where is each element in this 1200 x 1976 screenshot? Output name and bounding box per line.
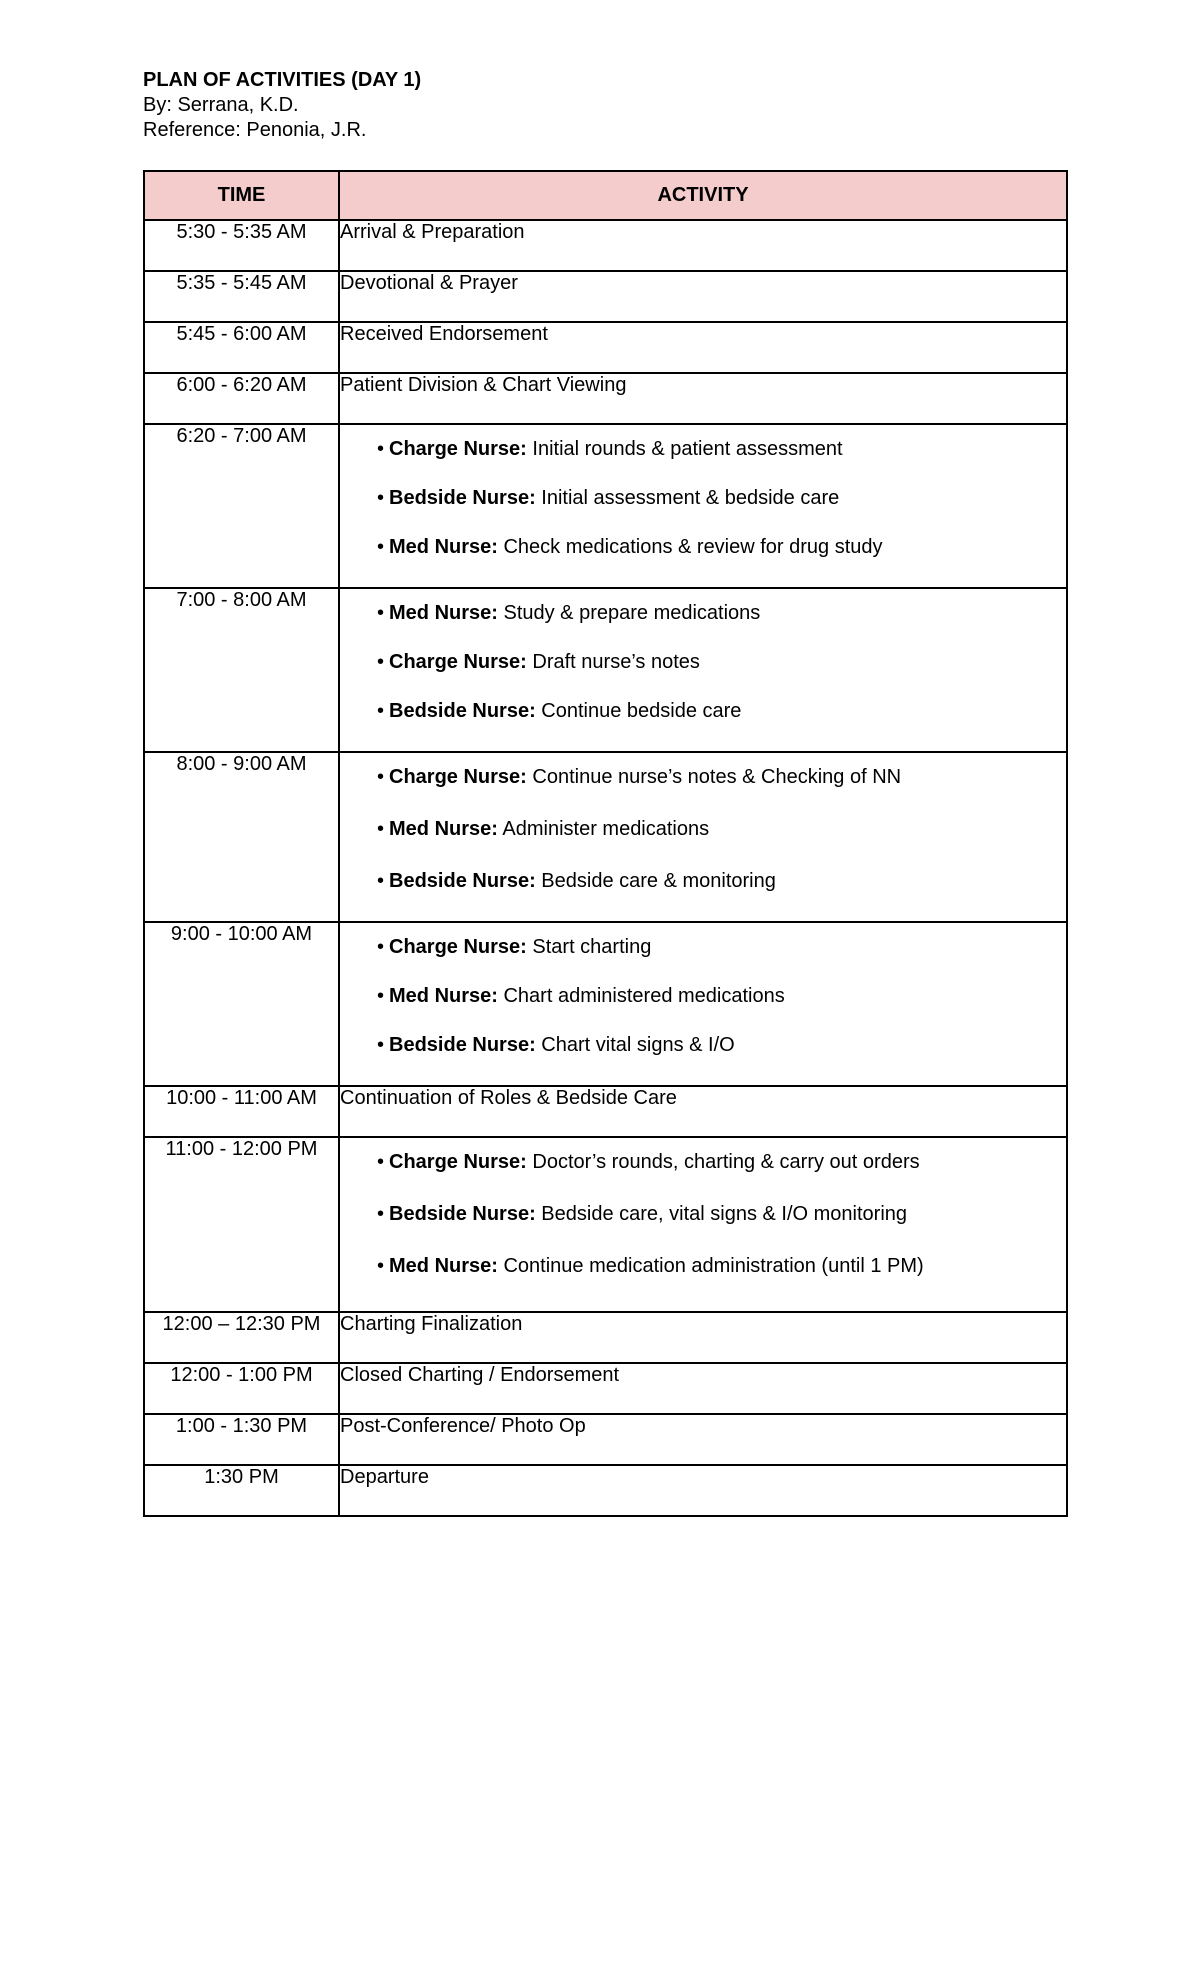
activity-cell: Received Endorsement xyxy=(339,322,1067,373)
role-item xyxy=(377,817,1066,842)
role-task: Continue medication administration (until 1 PM) xyxy=(503,1255,924,1277)
role-task: Continue nurse’s notes & Checking of NN xyxy=(532,766,902,788)
time-cell: 6:00 - 6:20 AM xyxy=(144,373,339,424)
time-cell: 7:00 - 8:00 AM xyxy=(144,588,339,752)
activity-cell xyxy=(339,922,1067,1086)
bullet-icon: • xyxy=(377,1034,385,1056)
table-row xyxy=(144,1312,1067,1363)
role-task: Doctor’s rounds, charting & carry out orders xyxy=(532,1151,920,1173)
role-task: Continue bedside care xyxy=(541,700,742,722)
role-name: Charge Nurse: xyxy=(389,766,527,788)
role-name: Bedside Nurse: xyxy=(389,487,536,509)
activity-cell xyxy=(339,1137,1067,1312)
bullet-icon: • xyxy=(377,1255,385,1277)
time-cell: 5:35 - 5:45 AM xyxy=(144,271,339,322)
activity-cell: Closed Charting / Endorsement xyxy=(339,1363,1067,1414)
role-item xyxy=(377,486,1066,511)
role-task: Check medications & review for drug study xyxy=(503,536,883,558)
role-task: Study & prepare medications xyxy=(503,602,761,624)
role-item xyxy=(377,437,1066,462)
role-item xyxy=(377,699,1066,724)
author-line: By: Serrana, K.D. xyxy=(143,94,299,116)
time-cell: 12:00 - 1:00 PM xyxy=(144,1363,339,1414)
column-header-activity: ACTIVITY xyxy=(339,171,1067,220)
activity-cell: Devotional & Prayer xyxy=(339,271,1067,322)
table-row xyxy=(144,271,1067,322)
bullet-icon: • xyxy=(377,1151,385,1173)
bullet-icon: • xyxy=(377,766,385,788)
role-list xyxy=(340,753,1066,894)
activity-cell: Charting Finalization xyxy=(339,1312,1067,1363)
bullet-icon: • xyxy=(377,870,385,892)
role-item xyxy=(377,1202,1066,1227)
role-item xyxy=(377,765,1066,790)
time-cell: 5:30 - 5:35 AM xyxy=(144,220,339,271)
role-list xyxy=(340,923,1066,1058)
document-header xyxy=(143,68,421,143)
role-task: Initial rounds & patient assessment xyxy=(532,438,843,460)
activity-cell xyxy=(339,752,1067,922)
table-row xyxy=(144,922,1067,1086)
time-cell: 8:00 - 9:00 AM xyxy=(144,752,339,922)
activity-cell: Arrival & Preparation xyxy=(339,220,1067,271)
table-row xyxy=(144,1414,1067,1465)
table-row xyxy=(144,588,1067,752)
role-item xyxy=(377,601,1066,626)
bullet-icon: • xyxy=(377,818,385,840)
time-cell: 11:00 - 12:00 PM xyxy=(144,1137,339,1312)
role-name: Med Nurse: xyxy=(389,1255,498,1277)
time-cell: 1:30 PM xyxy=(144,1465,339,1516)
role-name: Charge Nurse: xyxy=(389,1151,527,1173)
table-row xyxy=(144,1465,1067,1516)
role-item xyxy=(377,869,1066,894)
activity-schedule-table xyxy=(143,170,1068,1517)
activity-cell xyxy=(339,424,1067,588)
role-name: Med Nurse: xyxy=(389,985,498,1007)
reference-line: Reference: Penonia, J.R. xyxy=(143,119,367,141)
role-item xyxy=(377,935,1066,960)
role-name: Charge Nurse: xyxy=(389,651,527,673)
bullet-icon: • xyxy=(377,487,385,509)
role-item xyxy=(377,1150,1066,1175)
bullet-icon: • xyxy=(377,651,385,673)
activity-cell xyxy=(339,588,1067,752)
bullet-icon: • xyxy=(377,438,385,460)
activity-cell: Departure xyxy=(339,1465,1067,1516)
role-item xyxy=(377,535,1066,560)
time-cell: 10:00 - 11:00 AM xyxy=(144,1086,339,1137)
activity-cell: Continuation of Roles & Bedside Care xyxy=(339,1086,1067,1137)
role-task: Administer medications xyxy=(502,818,710,840)
activity-cell: Post-Conference/ Photo Op xyxy=(339,1414,1067,1465)
role-name: Bedside Nurse: xyxy=(389,1034,536,1056)
role-name: Med Nurse: xyxy=(389,818,498,840)
table-header-row xyxy=(144,171,1067,220)
time-cell: 9:00 - 10:00 AM xyxy=(144,922,339,1086)
role-name: Charge Nurse: xyxy=(389,438,527,460)
role-name: Bedside Nurse: xyxy=(389,1203,536,1225)
table-row xyxy=(144,220,1067,271)
role-name: Bedside Nurse: xyxy=(389,700,536,722)
role-name: Med Nurse: xyxy=(389,602,498,624)
role-task: Bedside care, vital signs & I/O monitoring xyxy=(541,1203,908,1225)
bullet-icon: • xyxy=(377,985,385,1007)
table-row xyxy=(144,1363,1067,1414)
role-list xyxy=(340,589,1066,724)
table-row xyxy=(144,752,1067,922)
role-list xyxy=(340,425,1066,560)
bullet-icon: • xyxy=(377,700,385,722)
bullet-icon: • xyxy=(377,1203,385,1225)
page-title: PLAN OF ACTIVITIES (DAY 1) xyxy=(143,69,422,91)
role-item xyxy=(377,1254,1066,1279)
time-cell: 12:00 – 12:30 PM xyxy=(144,1312,339,1363)
role-task: Bedside care & monitoring xyxy=(541,870,776,892)
role-name: Charge Nurse: xyxy=(389,936,527,958)
table-row xyxy=(144,1086,1067,1137)
role-name: Med Nurse: xyxy=(389,536,498,558)
table-row xyxy=(144,424,1067,588)
activity-cell: Patient Division & Chart Viewing xyxy=(339,373,1067,424)
table-row xyxy=(144,373,1067,424)
bullet-icon: • xyxy=(377,936,385,958)
column-header-time: TIME xyxy=(144,171,339,220)
role-list xyxy=(340,1138,1066,1279)
bullet-icon: • xyxy=(377,602,385,624)
role-item xyxy=(377,1033,1066,1058)
table-row xyxy=(144,1137,1067,1312)
time-cell: 5:45 - 6:00 AM xyxy=(144,322,339,373)
time-cell: 6:20 - 7:00 AM xyxy=(144,424,339,588)
bullet-icon: • xyxy=(377,536,385,558)
role-name: Bedside Nurse: xyxy=(389,870,536,892)
role-task: Initial assessment & bedside care xyxy=(541,487,840,509)
role-task: Chart administered medications xyxy=(503,985,785,1007)
role-task: Draft nurse’s notes xyxy=(532,651,700,673)
role-item xyxy=(377,650,1066,675)
time-cell: 1:00 - 1:30 PM xyxy=(144,1414,339,1465)
role-item xyxy=(377,984,1066,1009)
role-task: Start charting xyxy=(532,936,652,958)
role-task: Chart vital signs & I/O xyxy=(541,1034,735,1056)
table-row xyxy=(144,322,1067,373)
